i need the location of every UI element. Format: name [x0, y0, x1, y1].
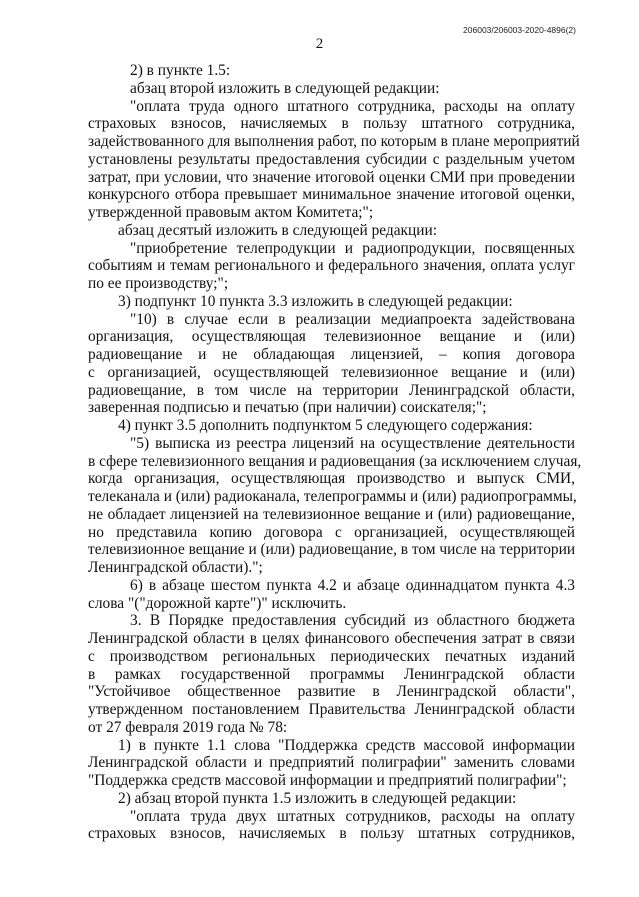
- text-line: Ленинградской области и предприятий полиграфии" заменить словами: [88, 754, 575, 772]
- text-line: страховых взносов, начисляемых в пользу штатных сотрудников,: [88, 825, 575, 843]
- text-line: заверенная подписью и печатью (при наличии) соискателя;";: [88, 399, 487, 417]
- text-line: "5) выписка из реестра лицензий на осуществление деятельности: [130, 434, 575, 452]
- text-line: утвержденной правовым актом Комитета;";: [88, 204, 374, 221]
- text-line: "Поддержка средств массовой информации и предприятий полиграфии";: [88, 772, 567, 789]
- text-line: в рамках государственной программы Ленинградской области: [88, 665, 575, 683]
- text-line: установлены результаты предоставления субсидии с раздельным учетом: [88, 150, 575, 168]
- text-line: Ленинградской области).";: [88, 559, 263, 576]
- text-line: телеканала и (или) радиоканала, телепрограммы и (или) радиопрограммы,: [88, 488, 577, 505]
- text-line: 2) в пункте 1.5:: [130, 62, 231, 79]
- text-line: организация, осуществляющая телевизионное вещание и (или): [88, 328, 575, 346]
- text-line: 3. В Порядке предоставления субсидий из областного бюджета: [130, 612, 575, 630]
- text-line: 2) абзац второй пункта 1.5 изложить в следующей редакции:: [118, 789, 517, 807]
- text-line: 3) подпункт 10 пункта 3.3 изложить в следующей редакции:: [118, 292, 513, 310]
- text-line: "10) в случае если в реализации медиапроекта задействована: [130, 310, 575, 328]
- page-number: 2: [315, 36, 324, 52]
- text-line: "оплата труда двух штатных сотрудников, расходы на оплату: [130, 807, 575, 825]
- document-body: [88, 62, 582, 843]
- text-line: слова "("дорожной карте")" исключить.: [88, 594, 347, 612]
- text-line: "приобретение телепродукции и радиопродукции, посвященных: [130, 239, 575, 257]
- text-line: затрат, при условии, что значение итоговой оценки СМИ при проведении: [88, 168, 575, 186]
- text-line: 4) пункт 3.5 дополнить подпунктом 5 следующего содержания:: [118, 417, 533, 434]
- text-line: когда организация, осуществляющая производство и выпуск СМИ,: [88, 470, 575, 488]
- text-line: утвержденном постановлением Правительства Ленинградской области: [88, 701, 575, 718]
- text-line: но представила копию договора с организацией, осуществляющей: [88, 523, 575, 541]
- text-line: "оплата труда одного штатного сотрудника, расходы на оплату: [130, 97, 575, 115]
- text-line: телевизионное вещание и (или) радиовещание, в том числе на территории: [88, 541, 576, 559]
- text-line: с организацией, осуществляющей телевизионное вещание и (или): [88, 363, 575, 381]
- text-line: событиям и темам регионального и федерального значения, оплата услуг: [88, 257, 575, 275]
- text-line: "Устойчивое общественное развитие в Ленинградской области",: [88, 683, 575, 701]
- text-line: радиовещание и не обладающая лицензией, – копия договора: [88, 346, 575, 363]
- text-line: абзац второй изложить в следующей редакции:: [130, 79, 440, 97]
- text-line: задействованного для выполнения работ, по которым в плане мероприятий: [88, 133, 580, 150]
- text-line: в сфере телевизионного вещания и радиовещания (за исключением случая,: [88, 452, 582, 470]
- text-line: по ее производству;";: [88, 275, 229, 292]
- text-line: страховых взносов, начисляемых в пользу штатного сотрудника,: [88, 115, 575, 133]
- text-line: не обладает лицензией на телевизионное вещание и (или) радиовещание,: [88, 505, 575, 523]
- text-line: конкурсного отбора превышает минимальное значение итоговой оценки,: [88, 186, 575, 204]
- text-line: 6) в абзаце шестом пункта 4.2 и абзаце одиннадцатом пункта 4.3: [130, 576, 575, 594]
- text-line: от 27 февраля 2019 года № 78:: [88, 718, 288, 736]
- text-line: абзац десятый изложить в следующей редакции:: [118, 221, 438, 239]
- document-number: 206003/206003-2020-4896(2): [463, 25, 576, 35]
- text-line: с производством региональных периодических печатных изданий: [88, 647, 575, 665]
- text-line: Ленинградской области в целях финансового обеспечения затрат в связи: [88, 630, 575, 647]
- text-line: радиовещание, в том числе на территории Ленинградской области,: [88, 381, 575, 399]
- text-line: 1) в пункте 1.1 слова "Поддержка средств массовой информации: [118, 736, 575, 754]
